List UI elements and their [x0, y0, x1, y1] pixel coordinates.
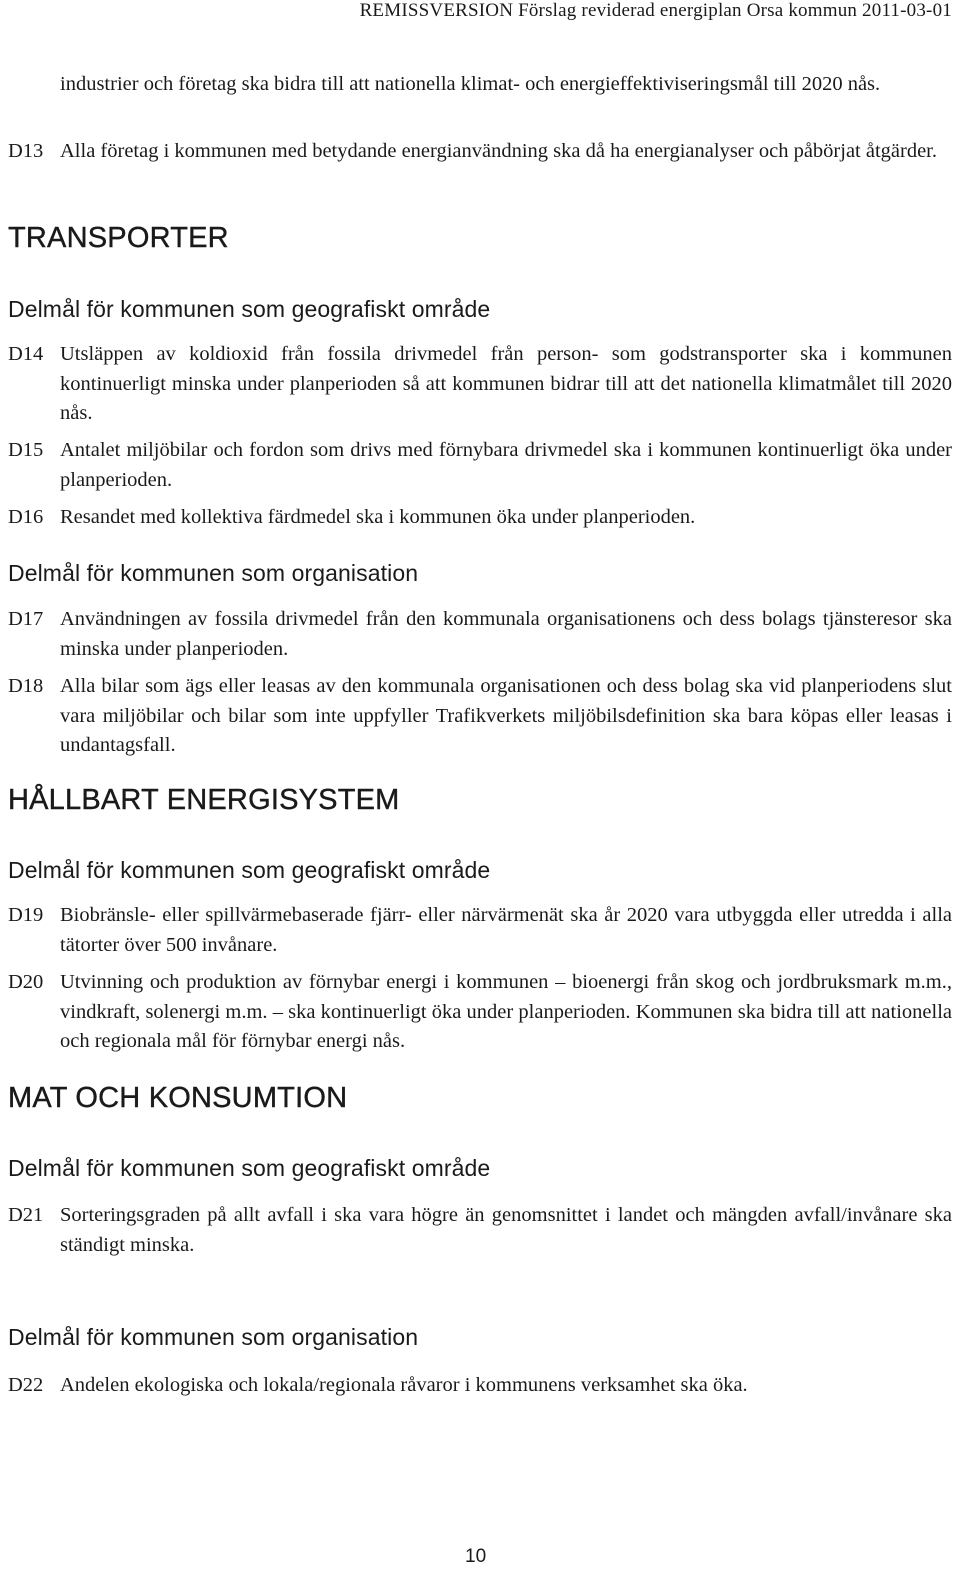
goal-d21: [8, 1201, 952, 1260]
goal-code: D15: [8, 439, 44, 461]
goal-text: Alla bilar som ägs eller leasas av den kommunala organisationen och dess bolag ska vid planperiodens slut vara miljöbilar och bilar som inte uppfyller Trafikverkets miljöbilsdefinition ska bara köpas eller leasas i undantagsfall.: [60, 675, 952, 756]
page-header: REMISSVERSION Förslag reviderad energiplan Orsa kommun 2011-03-01: [359, 0, 952, 21]
goal-text: Utvinning och produktion av förnybar energi i kommunen – bioenergi från skog och jordbruksmark m.m., vindkraft, solenergi m.m. – ska kontinuerligt öka under planperioden. Kommunen ska bidra till att nationella och regionala mål för förnybar energi nås.: [60, 971, 952, 1052]
goal-text: Alla företag i kommunen med betydande energianvändning ska då ha energianalyser och påbörjat åtgärder.: [60, 140, 938, 162]
goal-code: D19: [8, 904, 44, 926]
goal-text: Andelen ekologiska och lokala/regionala råvaror i kommunens verksamhet ska öka.: [60, 1374, 748, 1396]
goal-d19: [8, 901, 952, 960]
goal-d15: [8, 436, 952, 495]
goal-code: D17: [8, 608, 44, 630]
goal-code: D21: [8, 1204, 44, 1226]
goal-code: D22: [8, 1374, 44, 1396]
subheading-organisation: Delmål för kommunen som organisation: [8, 560, 419, 586]
goal-code: D20: [8, 971, 44, 993]
goal-d13: [8, 137, 952, 167]
subheading-organisation: Delmål för kommunen som organisation: [8, 1324, 419, 1350]
section-title-mat: MAT OCH KONSUMTION: [8, 1082, 348, 1114]
goal-code: D13: [8, 140, 44, 162]
goal-text: Antalet miljöbilar och fordon som drivs med förnybara drivmedel ska i kommunen kontinuerligt öka under planperioden.: [60, 439, 952, 491]
intro-continuation: industrier och företag ska bidra till att nationella klimat- och energieffektiviseringsmål till 2020 nås.: [60, 73, 881, 95]
goal-text: Resandet med kollektiva färdmedel ska i kommunen öka under planperioden.: [60, 506, 696, 528]
page-number: 10: [465, 1546, 487, 1567]
goal-d20: [8, 968, 952, 1057]
goal-d16: [8, 503, 952, 533]
section-title-energi: HÅLLBART ENERGISYSTEM: [8, 784, 400, 816]
goal-code: D16: [8, 506, 44, 528]
goal-code: D14: [8, 343, 44, 365]
subheading-geographic: Delmål för kommunen som geografiskt område: [8, 296, 491, 322]
section-title-transporter: TRANSPORTER: [8, 222, 229, 254]
goal-text: Utsläppen av koldioxid från fossila drivmedel från person- som godstransporter ska i kommunen kontinuerligt minska under planperioden så att kommunen bidrar till att det nationella klimatmålet till 2020 nås.: [60, 343, 952, 424]
goal-d17: [8, 605, 952, 664]
subheading-geographic: Delmål för kommunen som geografiskt område: [8, 1155, 491, 1181]
goal-text: Biobränsle- eller spillvärmebaserade fjärr- eller närvärmenät ska år 2020 vara utbyggda eller utredda i alla tätorter över 500 invånare.: [60, 904, 952, 956]
goal-d22: [8, 1371, 952, 1401]
subheading-geographic: Delmål för kommunen som geografiskt område: [8, 857, 491, 883]
goal-text: Sorteringsgraden på allt avfall i ska vara högre än genomsnittet i landet och mängden avfall/invånare ska ständigt minska.: [60, 1204, 952, 1256]
goal-code: D18: [8, 675, 44, 697]
goal-d18: [8, 672, 952, 761]
goal-text: Användningen av fossila drivmedel från den kommunala organisationens och dess bolags tjänsteresor ska minska under planperioden.: [60, 608, 952, 660]
goal-d14: [8, 340, 952, 429]
